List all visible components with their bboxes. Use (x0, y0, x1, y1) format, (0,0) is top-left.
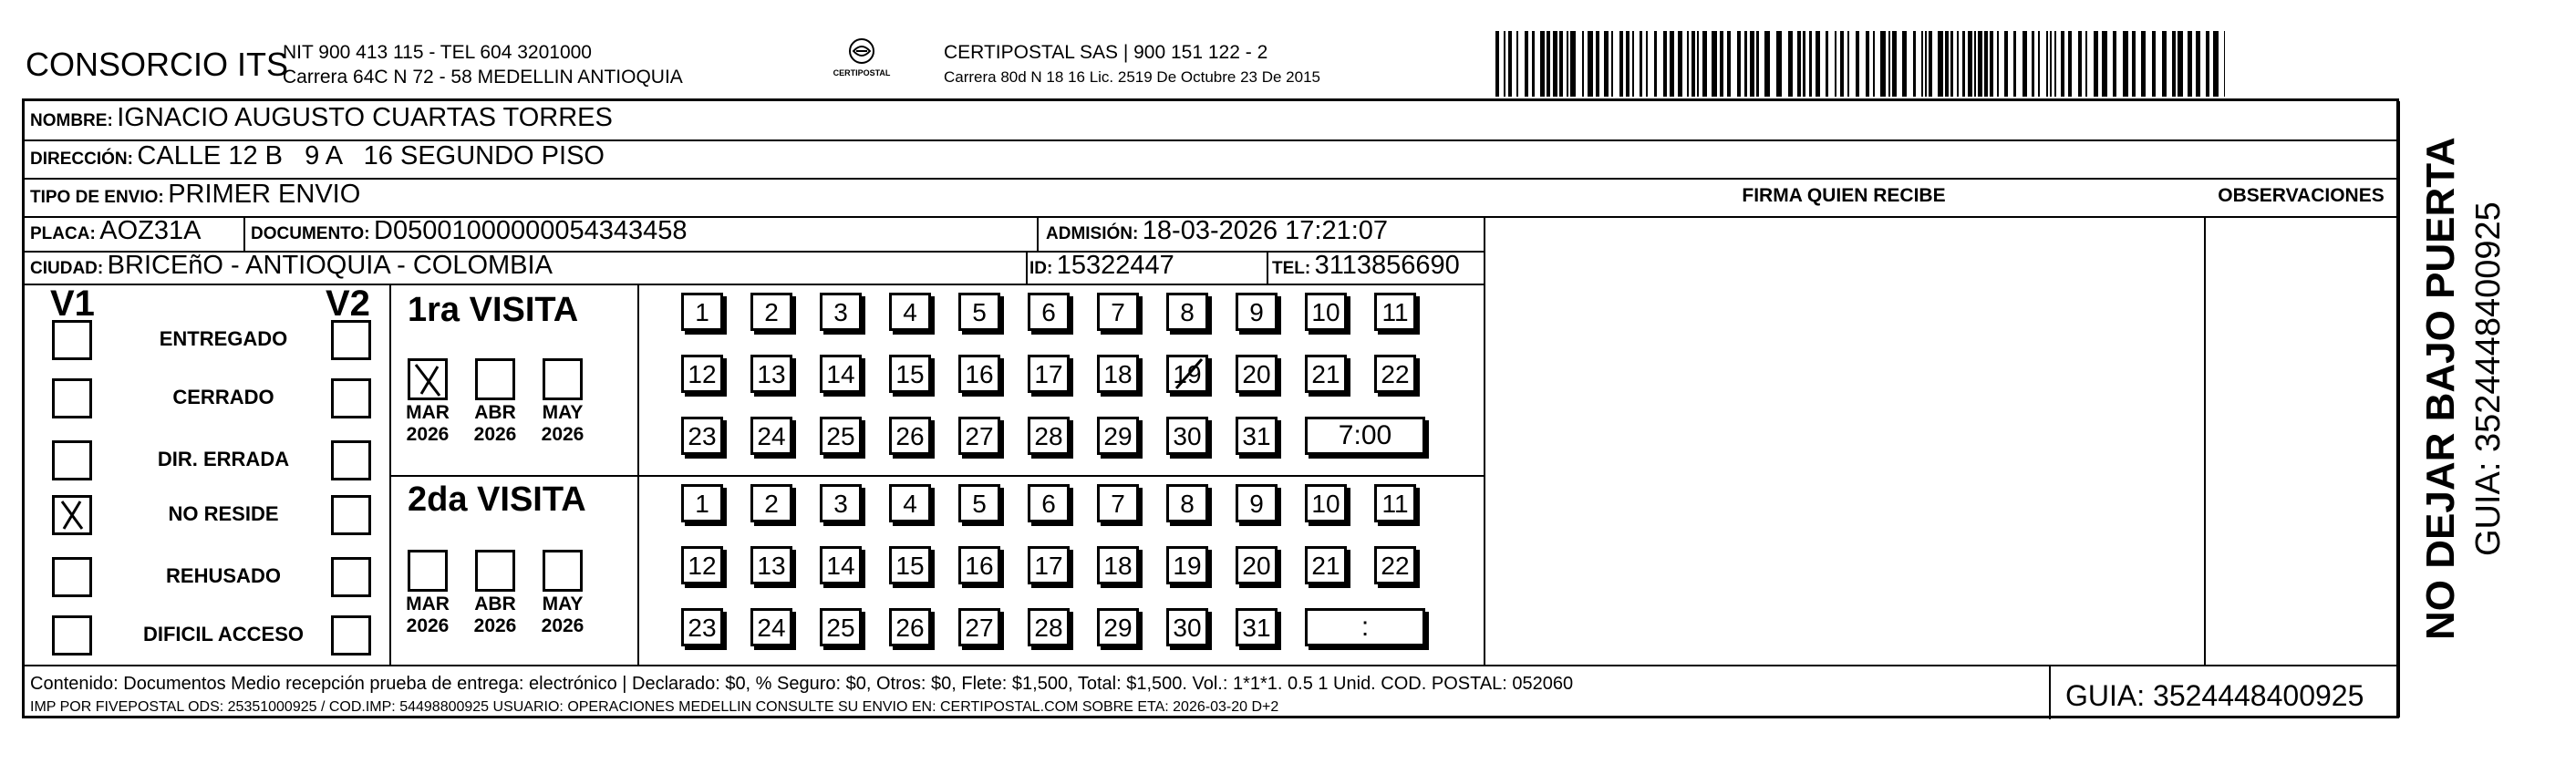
v2-checkbox[interactable] (331, 615, 371, 656)
v2-checkbox[interactable] (331, 320, 371, 360)
reason-label: DIR. ERRADA (157, 448, 290, 470)
day-box[interactable]: 5 (958, 293, 1000, 331)
barcode (1495, 31, 2225, 97)
signature-area[interactable] (1487, 254, 2200, 661)
v1-checkbox[interactable] (52, 440, 92, 480)
reason-label: REHUSADO (166, 564, 281, 587)
recipient-address: CALLE 12 B 9 A 16 SEGUNDO PISO (137, 141, 605, 170)
day-box[interactable]: 31 (1236, 417, 1278, 455)
document-value: D05001000000054343458 (374, 216, 688, 245)
observations-area[interactable] (2208, 254, 2395, 661)
second-visit-time[interactable]: : (1305, 608, 1425, 646)
day-box[interactable]: 22 (1374, 546, 1416, 584)
day-box[interactable]: 19 (1166, 546, 1208, 584)
footer-guide-number: GUIA: 3524448400925 (2065, 679, 2364, 712)
observations-header: OBSERVACIONES (2218, 185, 2385, 206)
v2-header: V2 (326, 284, 370, 324)
month-label: MAY 2026 (541, 402, 585, 445)
day-box[interactable]: 9 (1236, 293, 1278, 331)
day-box[interactable]: 27 (958, 417, 1000, 455)
logo-icon (843, 36, 880, 67)
month-checkbox[interactable] (475, 550, 515, 592)
day-box[interactable]: 9 (1236, 484, 1278, 522)
day-box[interactable]: 14 (820, 546, 862, 584)
v1-checkbox[interactable] (52, 557, 92, 597)
month-label: MAR 2026 (406, 594, 450, 636)
reason-label: DIFICIL ACCESO (142, 623, 304, 645)
id-label: ID: (1029, 259, 1053, 278)
reason-label: CERRADO (172, 386, 274, 408)
day-box[interactable]: 28 (1028, 417, 1070, 455)
v1-checkbox[interactable] (52, 320, 92, 360)
tel-row (1272, 251, 1460, 281)
day-box[interactable]: 12 (681, 355, 723, 393)
name-label: NOMBRE: (30, 111, 113, 130)
day-box[interactable]: 27 (958, 608, 1000, 646)
document-label: DOCUMENTO: (251, 224, 370, 243)
day-box[interactable]: 31 (1236, 608, 1278, 646)
city-row (30, 251, 553, 281)
certipostal-info (944, 40, 1320, 89)
day-box[interactable]: 20 (1236, 546, 1278, 584)
document-row (251, 216, 688, 246)
nit-line: NIT 900 413 115 - TEL 604 3201000 (283, 42, 592, 63)
side-guide-number: GUIA: 3524448400925 (2469, 201, 2508, 556)
shipping-form (22, 98, 2399, 718)
day-box[interactable]: 21 (1305, 546, 1347, 584)
day-box[interactable]: 2 (750, 484, 792, 522)
day-box[interactable]: 20 (1236, 355, 1278, 393)
day-box[interactable]: 22 (1374, 355, 1416, 393)
license-line: Carrera 80d N 18 16 Lic. 2519 De Octubre 23 De 2015 (944, 68, 1320, 86)
day-box[interactable]: 25 (820, 417, 862, 455)
day-box[interactable]: 6 (1028, 484, 1070, 522)
admission-label: ADMISIÓN: (1046, 224, 1139, 243)
no-under-door-warning: NO DEJAR BAJO PUERTA (2418, 137, 2463, 640)
shipping-type-row (30, 180, 360, 210)
v1-checkbox[interactable] (52, 495, 92, 535)
month-checkbox[interactable] (543, 358, 583, 400)
month-checkbox[interactable] (543, 550, 583, 592)
first-visit-title: 1ra VISITA (408, 291, 579, 329)
footer-print-line: IMP POR FIVEPOSTAL ODS: 25351000925 / COD.IMP: 54498800925 USUARIO: OPERACIONES MEDELLIN CONSULTE SU ENVIO EN: CERTIPOSTAL.COM SOBRE ETA: 2026-03-20 D+2 (30, 699, 1279, 715)
day-box[interactable]: 30 (1166, 608, 1208, 646)
day-box[interactable]: 16 (958, 546, 1000, 584)
month-checkbox[interactable] (408, 358, 448, 400)
day-box[interactable]: 25 (820, 608, 862, 646)
day-box[interactable]: 6 (1028, 293, 1070, 331)
address-line: Carrera 64C N 72 - 58 MEDELLIN ANTIOQUIA (283, 67, 683, 88)
reason-label: NO RESIDE (168, 502, 279, 525)
v1-checkbox[interactable] (52, 378, 92, 418)
day-box[interactable]: 3 (820, 484, 862, 522)
day-box[interactable]: 29 (1097, 608, 1139, 646)
day-box[interactable]: 4 (889, 484, 931, 522)
day-box[interactable]: 8 (1166, 293, 1208, 331)
address-label: DIRECCIÓN: (30, 150, 133, 169)
day-box[interactable]: 12 (681, 546, 723, 584)
day-box[interactable]: 16 (958, 355, 1000, 393)
v2-checkbox[interactable] (331, 495, 371, 535)
day-box[interactable]: 26 (889, 417, 931, 455)
month-checkbox[interactable] (408, 550, 448, 592)
first-visit-time[interactable]: 7:00 (1305, 417, 1425, 455)
day-box[interactable]: 7 (1097, 484, 1139, 522)
second-visit-title: 2da VISITA (408, 480, 586, 519)
day-box[interactable]: 2 (750, 293, 792, 331)
month-label: ABR 2026 (473, 594, 517, 636)
day-box[interactable]: 13 (750, 546, 792, 584)
plate-label: PLACA: (30, 224, 96, 243)
signature-header: FIRMA QUIEN RECIBE (1742, 185, 1946, 206)
day-box[interactable]: 10 (1305, 484, 1347, 522)
admission-row (1046, 216, 1388, 246)
shipping-type-label: TIPO DE ENVIO: (30, 188, 164, 207)
month-checkbox[interactable] (475, 358, 515, 400)
day-box[interactable]: 15 (889, 355, 931, 393)
day-box[interactable]: 18 (1097, 355, 1139, 393)
admission-value: 18-03-2026 17:21:07 (1142, 216, 1389, 245)
day-box[interactable]: 19 (1166, 355, 1208, 393)
month-label: MAR 2026 (406, 402, 450, 445)
day-box[interactable]: 30 (1166, 417, 1208, 455)
day-box[interactable]: 1 (681, 484, 723, 522)
reason-label: ENTREGADO (159, 327, 288, 350)
month-label: MAY 2026 (541, 594, 585, 636)
day-box[interactable]: 13 (750, 355, 792, 393)
shipping-type: PRIMER ENVIO (168, 180, 361, 209)
v2-checkbox[interactable] (331, 378, 371, 418)
recipient-name: IGNACIO AUGUSTO CUARTAS TORRES (117, 103, 613, 132)
day-box[interactable]: 24 (750, 417, 792, 455)
city-value: BRICEñO - ANTIOQUIA - COLOMBIA (107, 251, 553, 280)
day-box[interactable]: 5 (958, 484, 1000, 522)
city-label: CIUDAD: (30, 259, 104, 278)
day-box[interactable]: 21 (1305, 355, 1347, 393)
day-box[interactable]: 11 (1374, 484, 1416, 522)
id-row (1029, 251, 1174, 281)
day-box[interactable]: 17 (1028, 546, 1070, 584)
logo-text: CERTIPOSTAL (833, 68, 891, 77)
day-box[interactable]: 8 (1166, 484, 1208, 522)
day-box[interactable]: 23 (681, 608, 723, 646)
plate-row (30, 216, 201, 246)
day-box[interactable]: 11 (1374, 293, 1416, 331)
day-box[interactable]: 26 (889, 608, 931, 646)
name-row (30, 103, 613, 133)
v2-checkbox[interactable] (331, 557, 371, 597)
day-box[interactable]: 15 (889, 546, 931, 584)
day-box[interactable]: 7 (1097, 293, 1139, 331)
plate-value: AOZ31A (99, 216, 202, 245)
company-info (283, 40, 683, 89)
day-box[interactable]: 18 (1097, 546, 1139, 584)
day-box[interactable]: 10 (1305, 293, 1347, 331)
day-box[interactable]: 24 (750, 608, 792, 646)
day-box[interactable]: 3 (820, 293, 862, 331)
day-box[interactable]: 14 (820, 355, 862, 393)
v2-checkbox[interactable] (331, 440, 371, 480)
id-value: 15322447 (1056, 251, 1174, 280)
address-row (30, 141, 605, 171)
day-box[interactable]: 1 (681, 293, 723, 331)
certipostal-line: CERTIPOSTAL SAS | 900 151 122 - 2 (944, 42, 1268, 63)
day-box[interactable]: 28 (1028, 608, 1070, 646)
tel-label: TEL: (1272, 259, 1311, 278)
v1-header: V1 (50, 284, 95, 324)
footer-content-line: Contenido: Documentos Medio recepción prueba de entrega: electrónico | Declarado: $0, % Seguro: $0, Otros: $0, Flete: $1,500, Total: $1,500. Vol.: 1*1*1. 0.5 1 Unid. COD. POSTAL: 052060 (30, 674, 1574, 694)
certipostal-logo (825, 36, 898, 91)
day-box[interactable]: 17 (1028, 355, 1070, 393)
day-box[interactable]: 4 (889, 293, 931, 331)
v1-checkbox[interactable] (52, 615, 92, 656)
company-name: CONSORCIO ITS (26, 46, 289, 83)
month-label: ABR 2026 (473, 402, 517, 445)
tel-value: 3113856690 (1314, 251, 1460, 280)
day-box[interactable]: 29 (1097, 417, 1139, 455)
day-box[interactable]: 23 (681, 417, 723, 455)
